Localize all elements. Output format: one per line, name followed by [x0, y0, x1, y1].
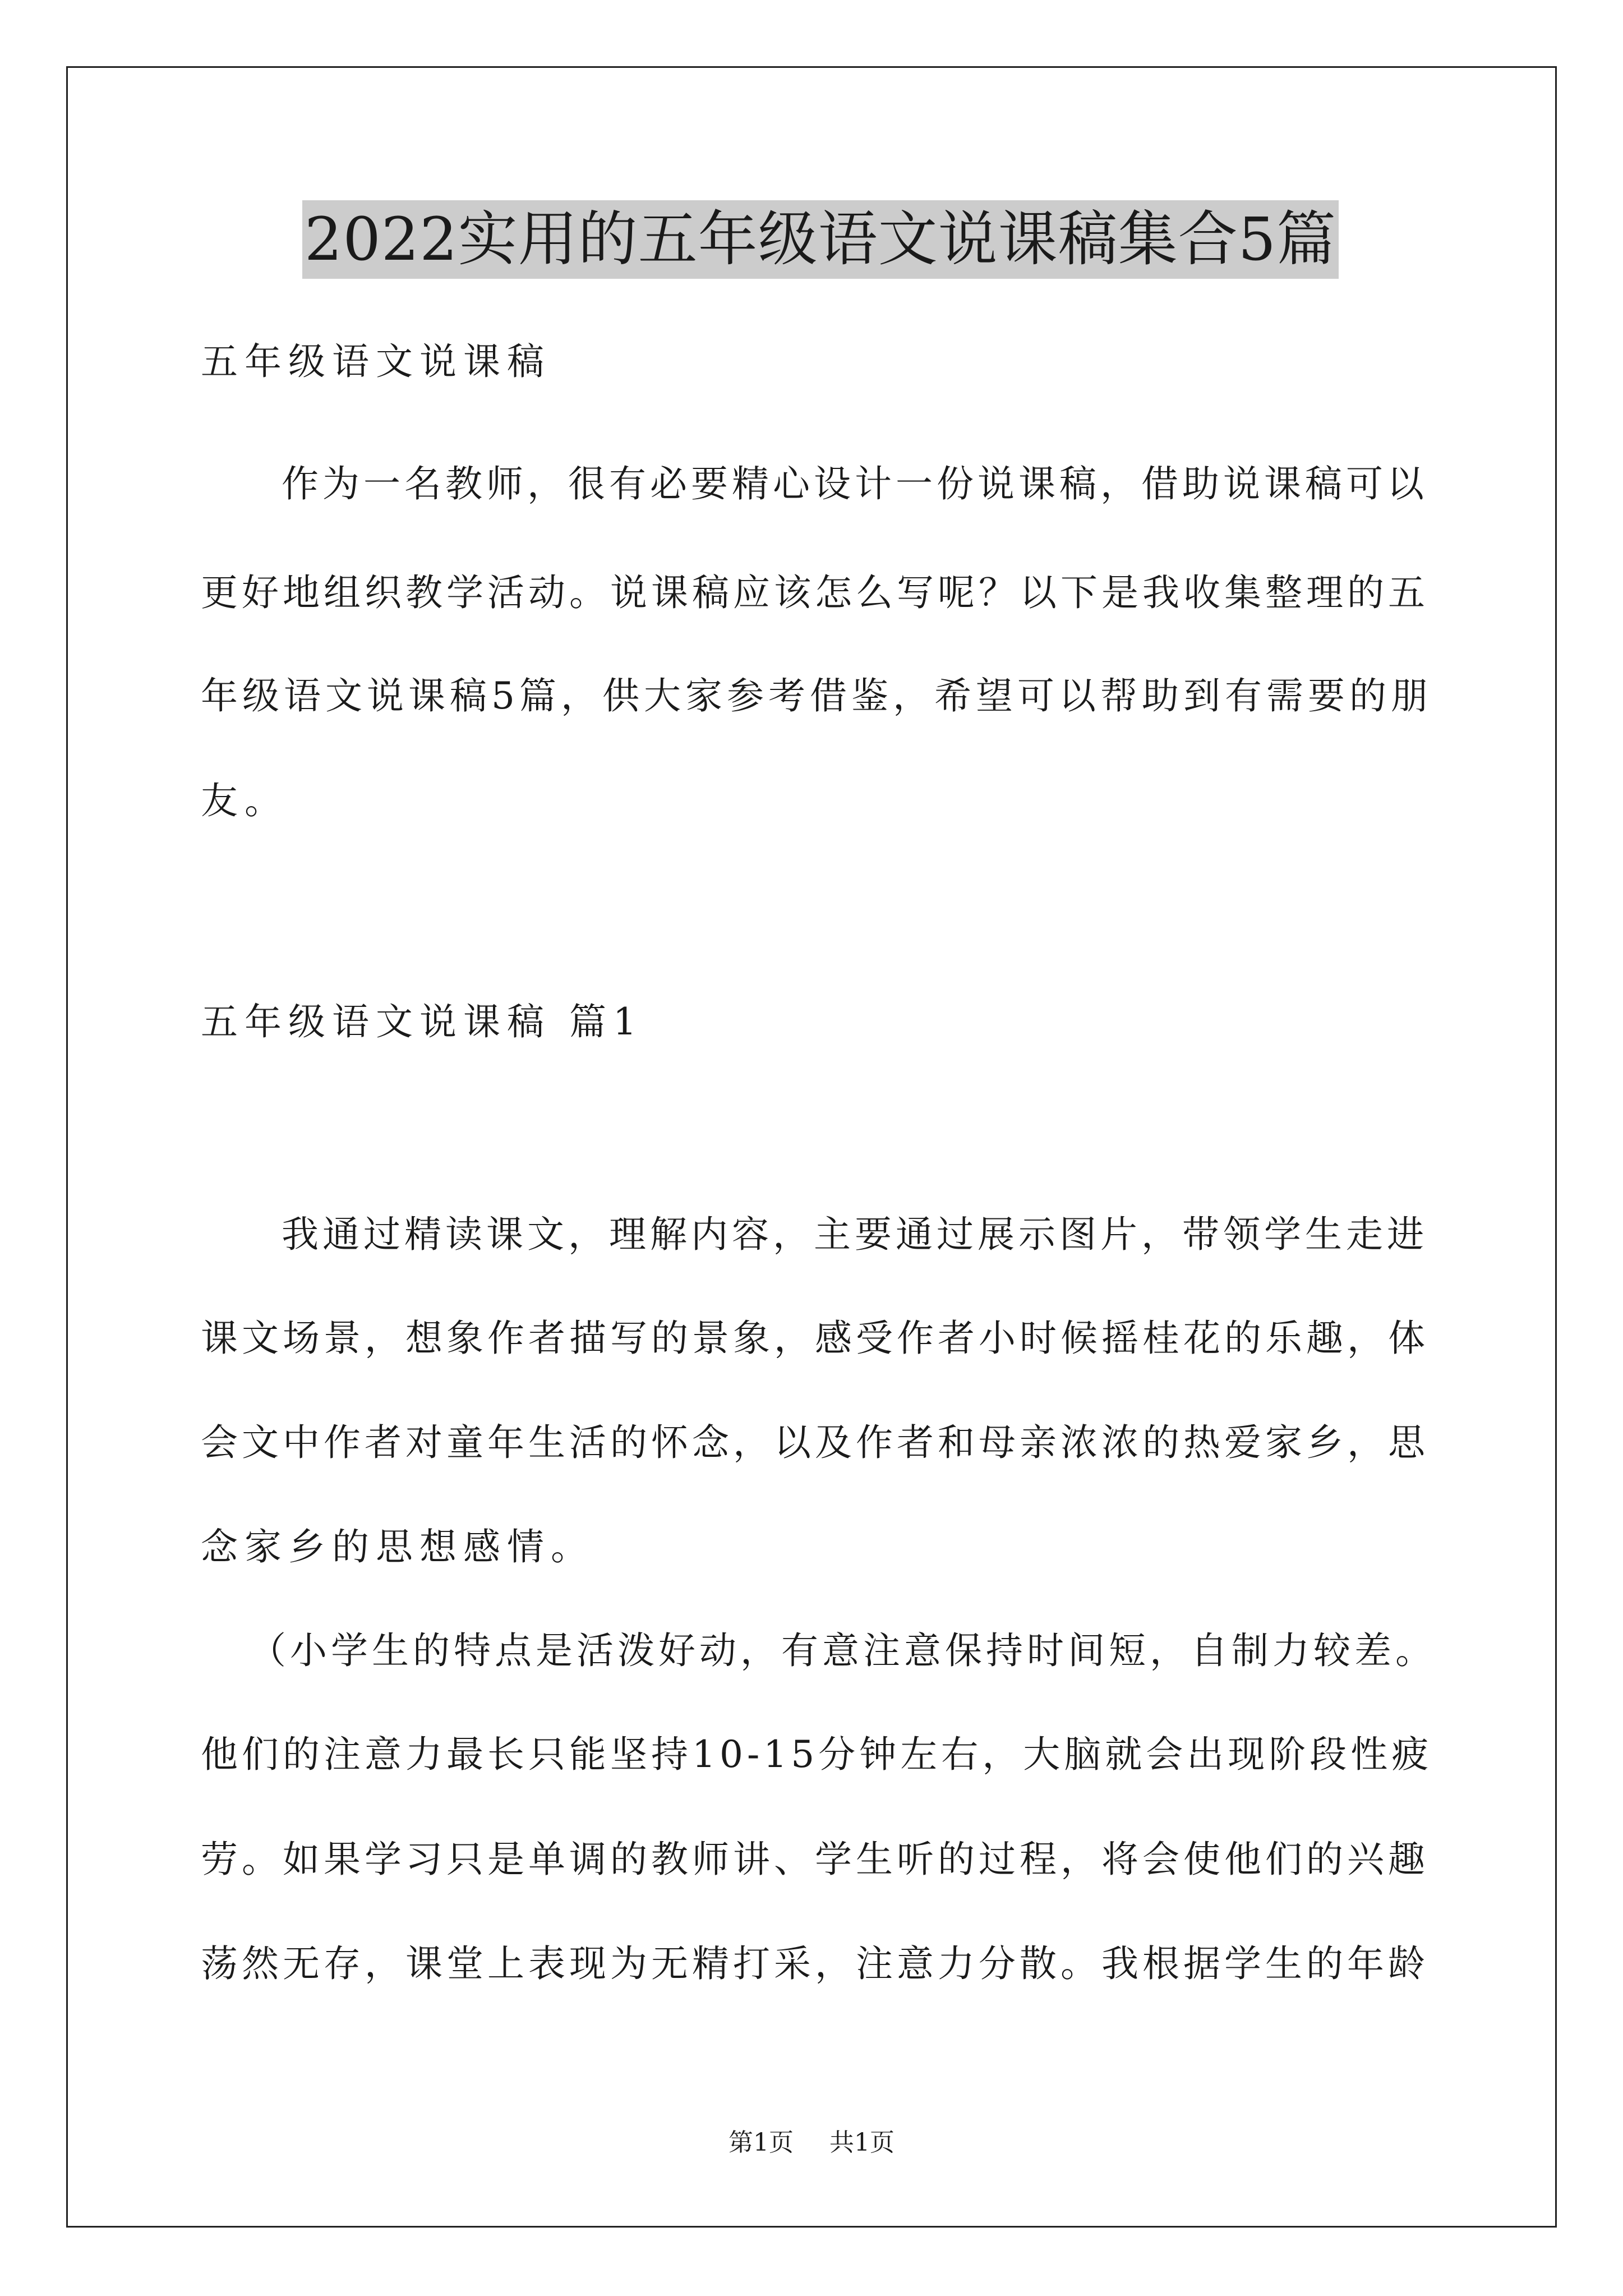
paragraph1-line-3: 会文中作者对童年生活的怀念，以及作者和母亲浓浓的热爱家乡，思	[201, 1421, 1429, 1464]
paragraph1-line-4: 念家乡的思想感情。	[201, 1525, 594, 1568]
intro-line-4: 友。	[201, 779, 288, 822]
intro-line-3: 年级语文说课稿5篇，供大家参考借鉴，希望可以帮助到有需要的朋	[201, 674, 1432, 717]
page-total: 共1页	[829, 2128, 895, 2157]
title-container	[201, 200, 1440, 279]
paragraph1-line-2: 课文场景，想象作者描写的景象，感受作者小时候摇桂花的乐趣，体	[201, 1317, 1429, 1360]
intro-line-1: 作为一名教师，很有必要精心设计一份说课稿，借助说课稿可以	[282, 462, 1428, 505]
paragraph2-line-1: （小学生的特点是活泼好动，有意注意保持时间短，自制力较差。	[249, 1629, 1436, 1672]
page-number: 第1页	[728, 2128, 794, 2157]
document-title: 2022实用的五年级语文说课稿集合5篇	[302, 200, 1339, 279]
intro-line-2: 更好地组织教学活动。说课稿应该怎么写呢？以下是我收集整理的五	[201, 571, 1429, 614]
paragraph2-line-4: 荡然无存，课堂上表现为无精打采，注意力分散。我根据学生的年龄	[201, 1942, 1429, 1985]
paragraph1-line-1: 我通过精读课文，理解内容，主要通过展示图片，带领学生走进	[282, 1213, 1428, 1256]
paragraph2-line-2: 他们的注意力最长只能坚持10-15分钟左右，大脑就会出现阶段性疲	[201, 1733, 1433, 1776]
intro-heading: 五年级语文说课稿	[201, 340, 551, 383]
page-footer	[0, 2126, 1623, 2160]
section-heading: 五年级语文说课稿 篇1	[201, 1000, 643, 1043]
page-border	[66, 66, 1557, 2228]
paragraph2-line-3: 劳。如果学习只是单调的教师讲、学生听的过程，将会使他们的兴趣	[201, 1838, 1429, 1881]
